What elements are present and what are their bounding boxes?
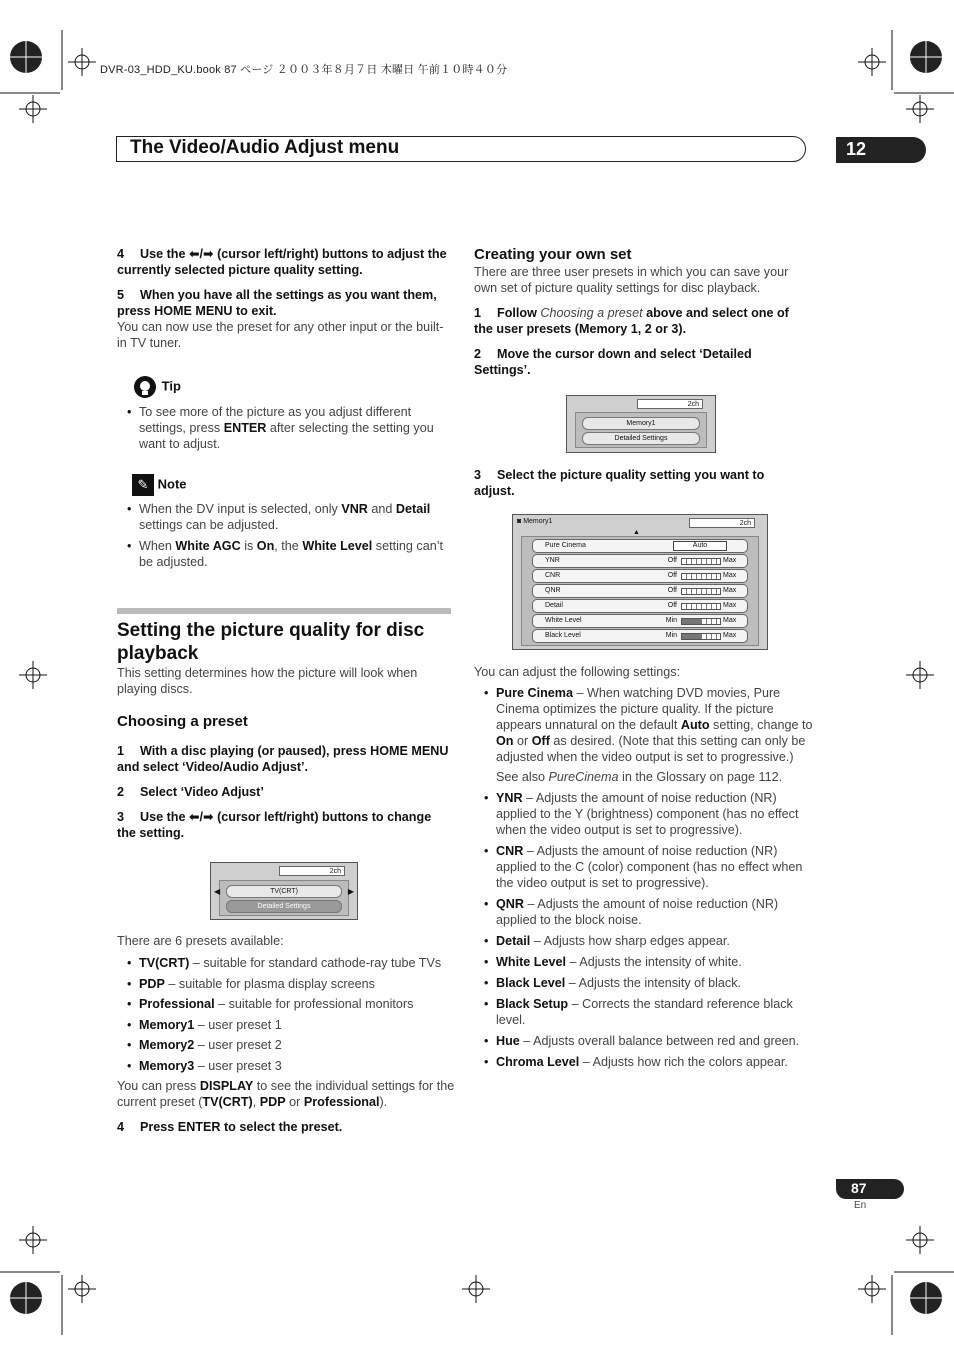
tip-label: Tip — [161, 378, 181, 394]
setting-item: • Chroma Level – Adjusts how rich the colors appear. — [474, 1054, 814, 1070]
left-column — [117, 246, 451, 351]
preset-item: • Memory2 – user preset 2 — [117, 1035, 457, 1056]
osd-right-arrow: ▶ — [347, 887, 354, 896]
osd-row-black-level[interactable]: Black Level Min Max — [532, 629, 748, 643]
choosing-preset-title: Choosing a preset — [117, 713, 248, 730]
osd-detailed-settings[interactable]: Detailed Settings — [226, 900, 342, 913]
step-4: 4 Use the ⬅/➡ (cursor left/right) buttons to adjust the currently selected picture quality setting. — [117, 247, 447, 277]
presets-intro: There are 6 presets available: — [117, 934, 284, 948]
osd-disc-icon: ◙ — [517, 518, 522, 525]
presets-list — [117, 953, 457, 1076]
right-column-top — [474, 246, 808, 378]
create-step-3: 3 Select the picture quality setting you want to adjust. — [474, 468, 765, 498]
choose-step-3: 3 Use the ⬅/➡ (cursor left/right) buttons to change the setting. — [117, 810, 432, 840]
display-note: You can press DISPLAY to see the individual settings for the current preset (TV(CRT), PDP or Professional). — [117, 1079, 455, 1109]
setting-item: • Black Setup – Corrects the standard reference black level. — [474, 996, 814, 1028]
osd-memory-item[interactable]: Memory1 — [582, 417, 700, 430]
osd-level-fill — [682, 634, 701, 639]
setting-item: • QNR – Adjusts the amount of noise reduction (NR) applied to the block noise. — [474, 896, 814, 928]
osd-level-fill — [682, 619, 701, 624]
osd-row-white-level[interactable]: White Level Min Max — [532, 614, 748, 628]
choose-step-1: 1 With a disc playing (or paused), press HOME MENU and select ‘Video/Audio Adjust’. — [117, 744, 449, 774]
creating-set-title: Creating your own set — [474, 246, 632, 263]
osd-panel — [575, 412, 707, 448]
file-info: DVR-03_HDD_KU.book 87 ページ ２００３年８月７日 木曜日 午前１０時４０分 — [100, 64, 508, 76]
note-item: • When the DV input is selected, only VNR and Detail settings can be adjusted. — [117, 501, 452, 533]
preset-item: • Memory1 – user preset 1 — [117, 1015, 457, 1036]
section-body: This setting determines how the picture will look when playing discs. — [117, 666, 418, 696]
osd-title: ◙ Memory1 — [517, 518, 553, 525]
osd-detailed-settings-screen — [512, 514, 768, 650]
setting-item: • White Level – Adjusts the intensity of white. — [474, 954, 814, 970]
setting-item: • YNR – Adjusts the amount of noise reduction (NR) applied to the Y (brightness) component (has no effect when the video output is set to progressive). — [474, 790, 814, 838]
osd-preset-screen — [210, 862, 358, 920]
osd-up-arrow: ▲ — [633, 529, 640, 536]
osd-row-cnr[interactable]: CNR Off Max — [532, 569, 748, 583]
preset-item: • Professional – suitable for professional monitors — [117, 994, 457, 1015]
note-item: • When White AGC is On, the White Level setting can’t be adjusted. — [117, 538, 452, 570]
osd-memory-screen — [566, 395, 716, 453]
note-label: Note — [157, 476, 187, 492]
note-list — [117, 501, 452, 570]
choose-step-2: 2 Select ‘Video Adjust’ — [117, 785, 264, 799]
setting-item: • Detail – Adjusts how sharp edges appear. — [474, 933, 814, 949]
section-title: Setting the picture quality for disc playback — [117, 620, 425, 664]
setting-item-pure-cinema: • Pure Cinema – When watching DVD movies, Pure Cinema optimizes the picture quality. If the picture appears unnatural on the default Auto setting, change to On or Off as desired. (Note that this setting can only be adjusted when the video output is set to progressive.) See also PureCinema in the Glossary on page 112. — [474, 685, 814, 785]
preset-item: • PDP – suitable for plasma display screens — [117, 974, 457, 995]
section-divider — [117, 608, 451, 614]
step-5-body: You can now use the preset for any other input or the built-in TV tuner. — [117, 320, 444, 350]
tip-box — [132, 374, 452, 452]
creating-set-intro: There are three user presets in which you can save your own set of picture quality settings for disc playback. — [474, 265, 789, 295]
note-icon: ✎ — [132, 474, 154, 496]
settings-list — [474, 685, 814, 1070]
create-step-1: 1 Follow Choosing a preset above and select one of the user presets (Memory 1, 2 or 3). — [474, 306, 789, 336]
language-code: En — [854, 1200, 867, 1211]
note-box — [132, 474, 452, 570]
osd-row-ynr[interactable]: YNR Off Max — [532, 554, 748, 568]
section-setting-quality — [117, 619, 451, 841]
osd-preset-item[interactable]: TV(CRT) — [226, 885, 342, 898]
setting-item: • Hue – Adjusts overall balance between red and green. — [474, 1033, 814, 1049]
setting-item: • Black Level – Adjusts the intensity of black. — [474, 975, 814, 991]
tip-item: • To see more of the picture as you adjust different settings, press ENTER after selecting the setting you want to adjust. — [117, 404, 452, 452]
osd-settings-panel — [521, 536, 759, 646]
page-title: The Video/Audio Adjust menu — [130, 137, 400, 158]
preset-item: • TV(CRT) – suitable for standard cathode-ray tube TVs — [117, 953, 457, 974]
tip-list — [117, 404, 452, 452]
osd-detailed-settings[interactable]: Detailed Settings — [582, 432, 700, 445]
preset-item: • Memory3 – user preset 3 — [117, 1056, 457, 1077]
adjustable-settings — [474, 664, 814, 1070]
page-number-badge — [836, 1179, 904, 1199]
choose-step-4: 4 Press ENTER to select the preset. — [117, 1120, 343, 1134]
osd-row-qnr[interactable]: QNR Off Max — [532, 584, 748, 598]
osd-row-detail[interactable]: Detail Off Max — [532, 599, 748, 613]
presets-section — [117, 933, 457, 1135]
step-5: 5 When you have all the settings as you want them, press HOME MENU to exit. — [117, 288, 437, 318]
setting-item: • CNR – Adjusts the amount of noise reduction (NR) applied to the C (color) component (has no effect when the video output is set to progressive). — [474, 843, 814, 891]
osd-channel: 2ch — [279, 866, 345, 876]
adjust-intro: You can adjust the following settings: — [474, 665, 681, 679]
osd-channel: 2ch — [637, 399, 703, 409]
create-step-2: 2 Move the cursor down and select ‘Detailed Settings’. — [474, 347, 752, 377]
see-also: See also PureCinema in the Glossary on page 112. — [496, 770, 783, 784]
osd-row-pure-cinema[interactable]: Pure Cinema Auto — [532, 539, 748, 553]
chapter-badge — [836, 137, 926, 163]
page-number: 87 — [851, 1180, 867, 1196]
osd-channel: 2ch — [689, 518, 755, 528]
tip-icon — [132, 374, 158, 400]
create-step-3-wrap — [474, 467, 808, 499]
chapter-number: 12 — [846, 139, 867, 159]
osd-panel — [219, 880, 349, 916]
osd-left-arrow: ◀ — [214, 887, 221, 896]
